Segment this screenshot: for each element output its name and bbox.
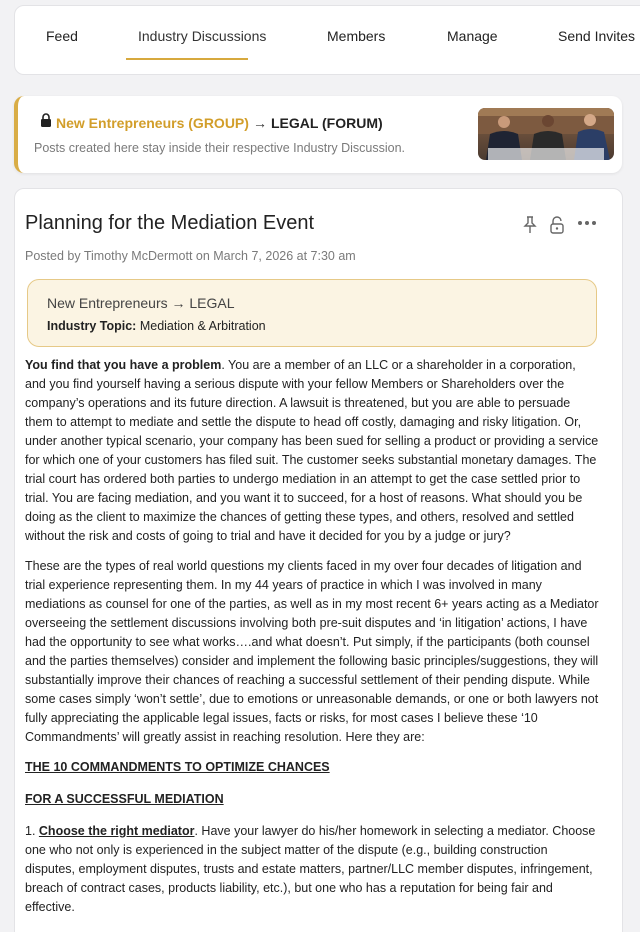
active-tab-indicator (126, 58, 248, 60)
group-banner (14, 96, 622, 173)
tab-members[interactable]: Members (327, 28, 386, 44)
group-forum-title (56, 115, 383, 131)
paragraph-1 (25, 356, 599, 546)
group-name-link[interactable]: New Entrepreneurs (GROUP) (56, 115, 249, 131)
industry-topic-value: Mediation & Arbitration (139, 319, 266, 333)
commandment-1-title: Choose the right mediator (38, 824, 195, 838)
post-card (14, 188, 623, 932)
tab-industry-discussions[interactable]: Industry Discussions (138, 28, 267, 44)
topic-path: New Entrepreneurs → LEGAL (47, 295, 235, 311)
tab-manage[interactable]: Manage (447, 28, 498, 44)
section-heading-2: FOR A SUCCESSFUL MEDIATION (25, 792, 224, 806)
pin-icon[interactable] (521, 215, 539, 235)
post-body (25, 356, 599, 928)
paragraph-1-text: . You are a member of an LLC or a shareholder in a corporation, and you find yourself having a serious dispute with your fellow Members or Shareholders over the company’s operations and its future direction. A lawsuit is threatened, but you are able to persuade them to attempt to mediate and settle the dispute to head off costly, damaging and risky litigation. Or, under another typical scenario, your company has been sued for selling a product or providing a service for which one of your customers has filed suit. The customer seeks substantial monetary damages. The trial court has ordered both parties to undergo mediation in an attempt to get the case settled prior to trial. You are facing mediation, and you want it to succeed, for a host of reasons. What should you be doing as the client to maximize the chances of getting these types, and others, resolved and settled without the risk and costs of going to trial and have it decided for you by a judge or jury? (25, 358, 599, 543)
forum-name: LEGAL (FORUM) (270, 115, 383, 131)
commandment-1 (25, 822, 599, 917)
post-meta: Posted by Timothy McDermott on March 7, 2026 at 7:30 am (25, 249, 356, 263)
tab-feed[interactable]: Feed (46, 28, 78, 44)
paragraph-2: These are the types of real world questions my clients faced in my over four decades of litigation and trial experience representing them. In my 44 years of practice in which I was involved in many mediations as counsel for one of the parties, as well as in my most recent 6+ years acting as a Mediator overseeing the settlement discussions involving both pre-suit disputes and ‘in litigation’ actions, I have had the opportunity to see what works….and what doesn’t. Put simply, if the participants (both counsel and the parties themselves) consider and implement the following basic principles/suggestions, they will substantially improve their chances of reaching a successful settlement of their pending dispute. While some cases simply ‘won’t settle’, due to emotions or unreasonable demands, or one or both lawyers not fully appreciating the applicable legal issues, facts or risks, for most cases I believe these ‘10 Commandments’ will greatly assist in reaching resolution. Here they are: (25, 559, 599, 744)
industry-topic-label: Industry Topic: (47, 319, 137, 333)
path-arrow: → (252, 115, 267, 131)
commandment-1-text: . Have your lawyer do his/her homework in selecting a mediator. Choose one who not only is experienced in the subject matter of the dispute (e.g., building construction disputes, employment disputes, trusts and estate matters, partner/LLC member disputes, infringement, breach of contract cases, products liability, etc.), but one who has a reputation for being fair and effective. (25, 824, 596, 914)
section-heading-1: THE 10 COMMANDMENTS TO OPTIMIZE CHANCES (25, 760, 330, 774)
post-title: Planning for the Mediation Event (25, 212, 315, 234)
more-icon[interactable] (576, 215, 598, 235)
lock-icon (40, 113, 52, 127)
paragraph-1-lead: You find that you have a problem (25, 358, 222, 372)
unlock-icon[interactable] (548, 215, 566, 235)
topic-box (27, 279, 597, 347)
discussion-tabs (14, 5, 640, 75)
group-banner-subtitle: Posts created here stay inside their respective Industry Discussion. (34, 141, 406, 155)
commandment-1-number: 1. (25, 824, 39, 838)
forum-cover-image (478, 108, 614, 160)
industry-topic (47, 319, 266, 333)
tab-send-invites[interactable]: Send Invites (558, 28, 636, 44)
